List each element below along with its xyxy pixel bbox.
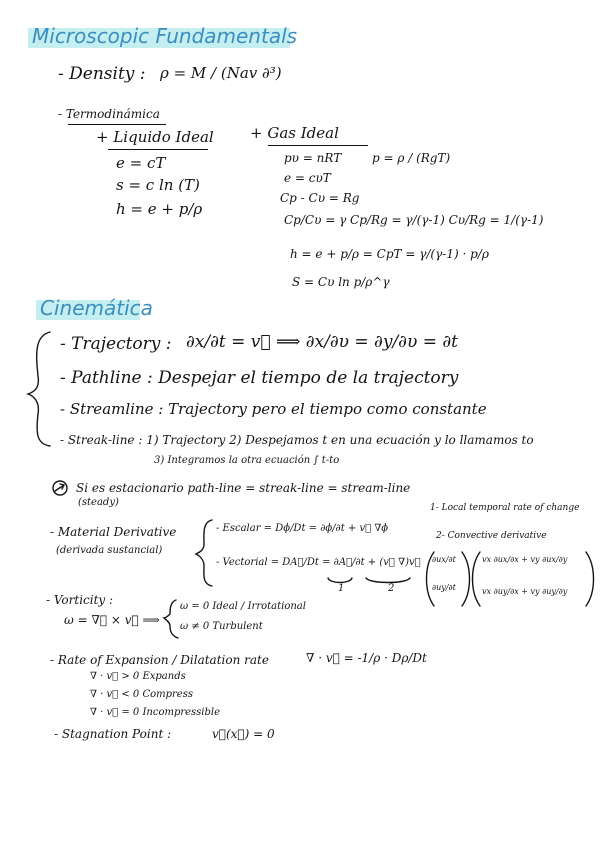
matrix-right-top: vx ∂ux/∂x + vy ∂ux/∂y <box>482 555 568 564</box>
material-escalar: - Escalar = Dϕ/Dt = ∂ϕ/∂t + v⃗ ∇ϕ <box>216 523 389 534</box>
expansion-label: - Rate of Expansion / Dilatation rate <box>50 653 269 667</box>
material-label: - Material Derivative <box>50 525 177 539</box>
underbrace-2 <box>366 578 410 583</box>
material-label-sub: (derivada sustancial) <box>56 545 163 556</box>
pathline: - Pathline : Despejar el tiempo de la trajectory <box>60 368 459 388</box>
matrix-left-top: ∂ux/∂t <box>432 555 456 564</box>
underbrace-1 <box>328 578 352 583</box>
streakline-b: 3) Integramos la otra ecuación ∫ t-to <box>154 455 340 466</box>
mark-1: 1 <box>338 583 345 594</box>
density-label: - Density : <box>58 64 146 84</box>
streamline: - Streamline : Trajectory pero el tiempo como constante <box>60 400 487 418</box>
vorticity-label: - Vorticity : <box>46 593 114 607</box>
steady-line: Si es estacionario path-line = streak-line = stream-line <box>76 481 411 495</box>
vorticity-brace <box>164 600 178 638</box>
gas-eq2: e = cυT <box>284 171 331 185</box>
note-1: 1- Local temporal rate of change <box>430 503 580 513</box>
matrix-paren-left-2 <box>473 552 481 606</box>
vorticity-case2: ω ≠ 0 Turbulent <box>180 621 263 632</box>
gas-eq3: Cp - Cυ = Rg <box>280 191 360 205</box>
liquido-title: + Liquido Ideal <box>96 128 214 146</box>
stagnation-eq: v⃗(x⃗) = 0 <box>212 727 275 741</box>
streakline-a: - Streak-line : 1) Trajectory 2) Despejamos t en una ecuación y lo llamamos to <box>60 433 534 447</box>
cinematica-brace <box>28 332 50 446</box>
trajectory-label: - Trajectory : <box>60 334 172 354</box>
steady-sub: (steady) <box>78 497 119 508</box>
trajectory-eq: ∂x/∂t = v⃗ ⟹ ∂x/∂υ = ∂y/∂υ = ∂t <box>186 332 458 352</box>
matrix-paren-left <box>427 552 435 606</box>
gas-eq4: Cp/Cυ = γ Cp/Rg = γ/(γ-1) Cυ/Rg = 1/(γ-1) <box>284 213 544 227</box>
expansion-c1: ∇ · v⃗ > 0 Expands <box>90 671 186 682</box>
matrix-right-bot: vx ∂uy/∂x + vy ∂uy/∂y <box>482 587 568 596</box>
liquido-eq2: s = c ln (T) <box>116 176 200 194</box>
gas-eq1b: p = ρ / (RgT) <box>372 151 451 165</box>
vorticity-eq: ω = ∇⃗ × v⃗ ⟹ <box>64 613 160 627</box>
gas-eq1: pυ = nRT <box>284 151 342 165</box>
expansion-eq: ∇ · v⃗ = -1/ρ · Dρ/Dt <box>306 651 427 665</box>
gas-eq5: h = e + p/ρ = CpT = γ/(γ-1) · p/ρ <box>290 247 489 261</box>
gas-eq6: S = Cυ ln p/ρ^γ <box>292 275 390 289</box>
note-2: 2- Convective derivative <box>436 531 547 541</box>
expansion-c2: ∇ · v⃗ < 0 Compress <box>90 689 193 700</box>
heading-microscopic: Microscopic Fundamentals <box>32 24 298 48</box>
material-vectorial: - Vectorial = DA⃗/Dt = ∂A⃗/∂t + (v⃗ ∇)v⃗ <box>216 557 421 568</box>
liquido-eq3: h = e + p/ρ <box>116 200 203 218</box>
material-brace <box>196 520 212 586</box>
gas-title: + Gas Ideal <box>250 124 339 142</box>
matrix-paren-right-2 <box>586 552 594 606</box>
heading-cinematica: Cinemática <box>40 296 153 320</box>
termo-title: - Termodinámica <box>58 107 160 121</box>
matrix-left-bot: ∂uy/∂t <box>432 583 456 592</box>
vorticity-case1: ω = 0 Ideal / Irrotational <box>180 601 306 612</box>
mark-2: 2 <box>388 583 395 594</box>
expansion-c3: ∇ · v⃗ = 0 Incompressible <box>90 707 221 718</box>
density-formula: ρ = M / (Nav ∂³) <box>160 64 282 82</box>
liquido-eq1: e = cT <box>116 154 166 172</box>
stagnation-label: - Stagnation Point : <box>54 727 172 741</box>
matrix-paren-right <box>462 552 470 606</box>
